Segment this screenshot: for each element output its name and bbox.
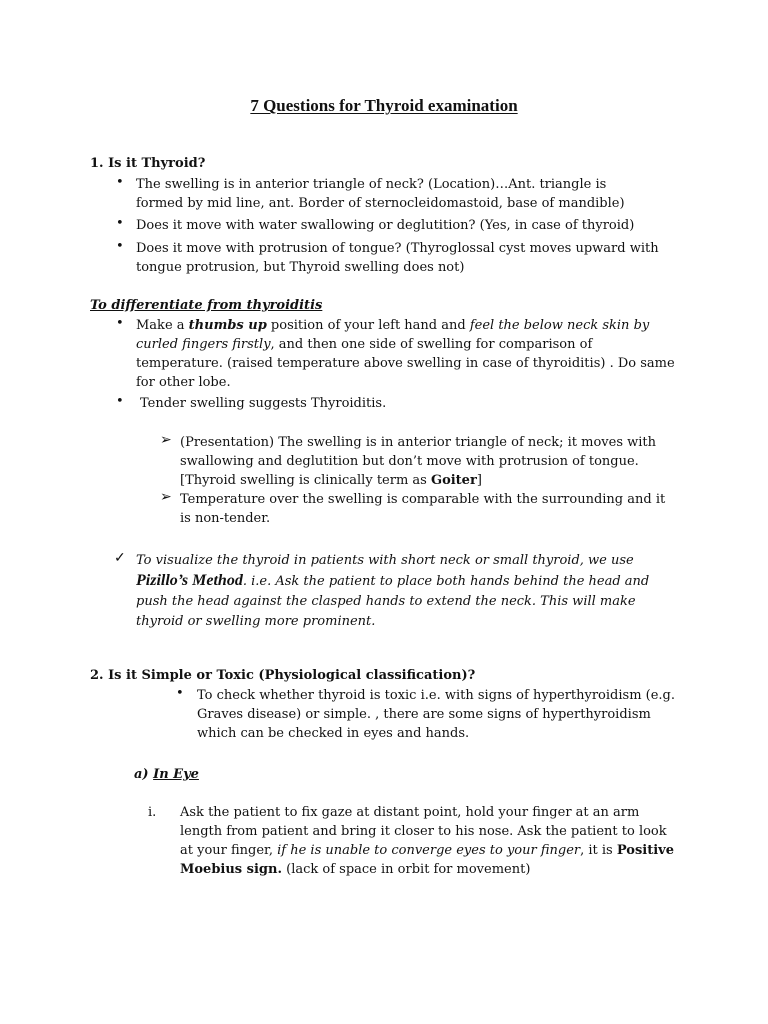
q1-bullet-3: Does it move with protrusion of tongue? (Thyroglossal cyst moves upward with tongue protrusion, but Thyroid swelling does not) <box>136 241 659 275</box>
arrow-bullet-icon: ➢ <box>160 432 172 448</box>
text-run: ] <box>476 473 482 488</box>
italic-run: if he is unable to converge eyes to your finger <box>277 843 581 858</box>
text-run: , and then one side of swelling for comparison of temperature. (raised temperature above swelling in case of thyroiditis) . Do same for other lobe. <box>136 337 675 390</box>
moebius-sign-term: Positive Moebius sign. <box>180 843 674 877</box>
bullet-icon: • <box>176 686 184 701</box>
bullet-icon: • <box>116 394 124 409</box>
section-label: In Eye <box>153 767 199 782</box>
text-run: , it is <box>580 843 617 858</box>
arrow-bullet-icon: ➢ <box>160 489 172 505</box>
thumbs-up-emphasis: thumbs up <box>188 318 267 333</box>
goiter-term: Goiter <box>430 473 477 488</box>
text-run: position of your left hand and <box>266 318 470 333</box>
q1-bullet-2: Does it move with water swallowing or deglutition? (Yes, in case of thyroid) <box>136 218 635 233</box>
presentation-item-1 <box>180 433 675 490</box>
page-title: 7 Questions for Thyroid examination <box>250 96 518 115</box>
bullet-icon: • <box>116 216 124 231</box>
q1-heading: 1. Is it Thyroid? <box>90 156 206 171</box>
text-run: . i.e. Ask the patient to place both hands behind the head and push the head against the clasped hands to extend the neck. This will make thyroid or swelling more prominent. <box>136 574 650 629</box>
section-letter: a) <box>134 767 149 782</box>
presentation-item-2: Temperature over the swelling is comparable with the surrounding and it is non-tender. <box>180 492 666 526</box>
pizillo-method-note <box>136 551 676 632</box>
text-run: Ask the patient to fix gaze at distant point, hold your finger at an arm length from patient and bring it closer to his nose. Ask the patient to look at your finger, <box>180 805 667 858</box>
moebius-sign-item <box>180 803 680 879</box>
check-icon: ✓ <box>114 550 126 566</box>
item-number: i. <box>148 805 157 820</box>
text-run: (lack of space in orbit for movement) <box>281 862 531 877</box>
thyroiditis-heading: To differentiate from thyroiditis <box>90 298 323 313</box>
text-run: To visualize the thyroid in patients with short neck or small thyroid, we use <box>136 553 634 568</box>
bullet-icon: • <box>116 239 124 254</box>
q1-bullet-1: The swelling is in anterior triangle of neck? (Location)…Ant. triangle is formed by mid line, ant. Border of sternocleidomastoid, base of mandible) <box>136 177 625 211</box>
thyroiditis-bullet-1 <box>136 316 676 392</box>
in-eye-heading <box>134 765 199 784</box>
text-run: Make a <box>136 318 189 333</box>
text-run: (Presentation) The swelling is in anterior triangle of neck; it moves with swallowing and deglutition but don’t move with protrusion of tongue. [Thyroid swelling is clinically term as <box>180 435 657 488</box>
thyroiditis-bullet-2: Tender swelling suggests Thyroiditis. <box>140 396 387 411</box>
q2-heading: 2. Is it Simple or Toxic (Physiological classification)? <box>90 668 476 683</box>
bullet-icon: • <box>116 316 124 331</box>
bullet-icon: • <box>116 175 124 190</box>
italic-run: feel the below neck skin by curled fingers firstly <box>136 318 650 352</box>
pizillo-method-term: Pizillo’s Method <box>136 572 243 589</box>
q2-bullet: To check whether thyroid is toxic i.e. with signs of hyperthyroidism (e.g. Graves disease) or simple. , there are some signs of hyperthyroidism which can be checked in eyes and hands. <box>197 688 676 741</box>
